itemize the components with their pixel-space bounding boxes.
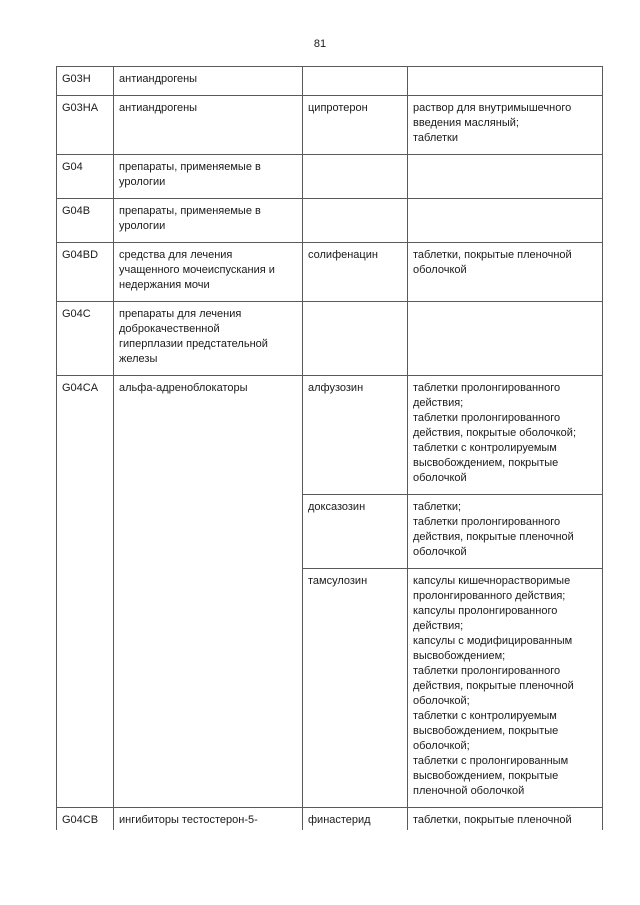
group-name-cell: [114, 302, 303, 376]
substance-cell: алфузозин: [303, 376, 408, 495]
dosage-form-line: таблетки пролонгированного: [413, 412, 561, 424]
table-row: [57, 199, 603, 243]
substance-cell: [303, 155, 408, 199]
drug-classification-table: [56, 66, 603, 830]
substance-cell: финастерид: [303, 808, 408, 831]
dosage-form-line: действия;: [413, 397, 464, 409]
page-number: 81: [313, 38, 327, 50]
dosage-form-line: оболочкой;: [413, 695, 470, 707]
dosage-form-line: введения масляный;: [413, 117, 519, 129]
dosage-form-line: высвобождением, покрытые: [413, 770, 559, 782]
group-name-line: недержания мочи: [119, 279, 210, 291]
substance-cell: тамсулозин: [303, 569, 408, 808]
dosage-form-line: таблетки с контролируемым: [413, 710, 557, 722]
dosage-form-line: оболочкой: [413, 472, 467, 484]
group-name-line: препараты для лечения: [119, 308, 242, 320]
atc-code-cell: G04CA: [57, 376, 114, 808]
table-row: [57, 808, 603, 831]
dosage-form-line: таблетки;: [413, 501, 462, 513]
dosage-form-line: капсулы с модифицированным: [413, 635, 573, 647]
dosage-form-line: оболочкой;: [413, 740, 470, 752]
group-name-line: препараты, применяемые в: [119, 161, 261, 173]
group-name-line: ингибиторы тестостерон-5-: [119, 814, 258, 826]
group-name-line: препараты, применяемые в: [119, 205, 261, 217]
dosage-form-line: таблетки пролонгированного: [413, 665, 561, 677]
table-row: [57, 96, 603, 155]
atc-code-cell: G04C: [57, 302, 114, 376]
table-row: [57, 155, 603, 199]
substance-cell: [303, 199, 408, 243]
dosage-form-line: таблетки с контролируемым: [413, 442, 557, 454]
dosage-form-line: действия, покрытые пленочной: [413, 680, 574, 692]
group-name-cell: [114, 96, 303, 155]
substance-cell: [303, 67, 408, 96]
dosage-form-line: пленочной оболочкой: [413, 785, 525, 797]
atc-code-cell: G04: [57, 155, 114, 199]
group-name-cell: [114, 376, 303, 808]
dosage-form-cell: [408, 376, 603, 495]
group-name-line: урологии: [119, 176, 166, 188]
group-name-line: антиандрогены: [119, 102, 198, 114]
dosage-form-line: действия;: [413, 620, 464, 632]
group-name-line: средства для лечения: [119, 249, 233, 261]
dosage-form-line: высвобождением;: [413, 650, 506, 662]
dosage-form-line: таблетки пролонгированного: [413, 516, 561, 528]
dosage-form-line: оболочкой: [413, 264, 467, 276]
table-row: [57, 67, 603, 96]
table-row: [57, 302, 603, 376]
atc-code-cell: G03H: [57, 67, 114, 96]
dosage-form-line: таблетки: [413, 132, 459, 144]
dosage-form-cell: [408, 808, 603, 831]
atc-code-cell: G04CB: [57, 808, 114, 831]
dosage-form-cell: [408, 199, 603, 243]
dosage-form-line: высвобождением, покрытые: [413, 725, 559, 737]
dosage-form-cell: [408, 243, 603, 302]
atc-code-cell: G04B: [57, 199, 114, 243]
substance-cell: доксазозин: [303, 495, 408, 569]
dosage-form-cell: [408, 569, 603, 808]
group-name-cell: [114, 243, 303, 302]
dosage-form-line: таблетки с пролонгированным: [413, 755, 569, 767]
group-name-line: учащенного мочеиспускания и: [119, 264, 275, 276]
table-row: [57, 243, 603, 302]
dosage-form-line: действия, покрытые оболочкой;: [413, 427, 577, 439]
substance-cell: солифенацин: [303, 243, 408, 302]
group-name-cell: [114, 808, 303, 831]
dosage-form-line: капсулы пролонгированного: [413, 605, 558, 617]
group-name-line: железы: [119, 353, 158, 365]
dosage-form-cell: [408, 96, 603, 155]
atc-code-cell: G03HA: [57, 96, 114, 155]
group-name-line: урологии: [119, 220, 166, 232]
dosage-form-line: таблетки, покрытые пленочной: [413, 249, 572, 261]
dosage-form-cell: [408, 155, 603, 199]
atc-code-cell: G04BD: [57, 243, 114, 302]
substance-cell: ципротерон: [303, 96, 408, 155]
substance-cell: [303, 302, 408, 376]
group-name-cell: [114, 67, 303, 96]
dosage-form-line: таблетки, покрытые пленочной: [413, 814, 572, 826]
group-name-line: доброкачественной: [119, 323, 220, 335]
group-name-cell: [114, 155, 303, 199]
dosage-form-line: действия, покрытые пленочной: [413, 531, 574, 543]
dosage-form-cell: [408, 67, 603, 96]
group-name-line: гиперплазии предстательной: [119, 338, 268, 350]
dosage-form-line: таблетки пролонгированного: [413, 382, 561, 394]
dosage-form-line: оболочкой: [413, 546, 467, 558]
group-name-cell: [114, 199, 303, 243]
group-name-line: антиандрогены: [119, 73, 198, 85]
dosage-form-line: пролонгированного действия;: [413, 590, 566, 602]
dosage-form-line: высвобождением, покрытые: [413, 457, 559, 469]
table-row: [57, 376, 603, 495]
dosage-form-line: раствор для внутримышечного: [413, 102, 572, 114]
group-name-line: альфа-адреноблокаторы: [119, 382, 248, 394]
dosage-form-line: капсулы кишечнорастворимые: [413, 575, 571, 587]
dosage-form-cell: [408, 495, 603, 569]
dosage-form-cell: [408, 302, 603, 376]
